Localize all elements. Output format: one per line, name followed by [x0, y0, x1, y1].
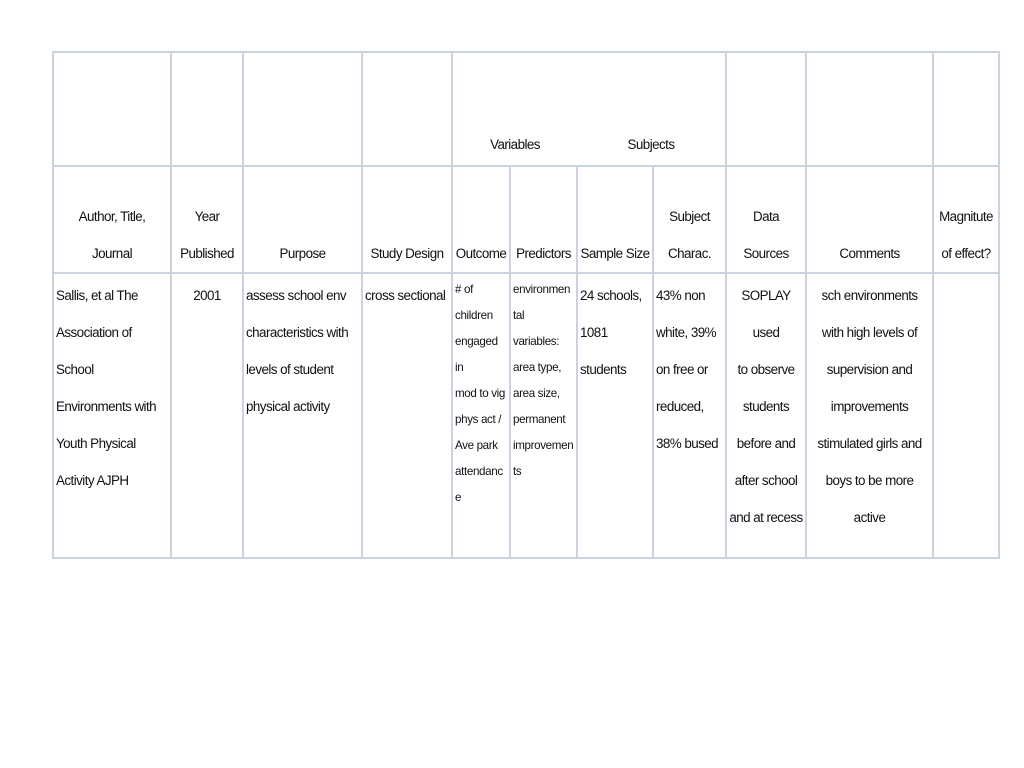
- group-label-subjects: Subjects: [627, 137, 675, 152]
- data-sample: 24 schools, 1081 students: [580, 288, 642, 377]
- data-cell-author[interactable]: [53, 273, 171, 558]
- cell-r1-sources[interactable]: [726, 52, 806, 166]
- data-cell-charac[interactable]: [653, 273, 726, 558]
- data-outcome: # of children engaged in mod to vig phys act / Ave park attendanc e: [455, 283, 505, 504]
- group-header-row: [53, 52, 999, 166]
- column-header-row: [53, 166, 999, 273]
- header-sample: Sample Size: [580, 246, 650, 261]
- data-predictors: environmen tal variables: area type, area size, permanent improvemen ts: [513, 283, 574, 478]
- header-comments: Comments: [839, 246, 900, 261]
- data-charac: 43% non white, 39% on free or reduced, 38% bused: [656, 288, 719, 451]
- header-cell-comments[interactable]: [806, 166, 933, 273]
- data-cell-outcome[interactable]: [452, 273, 510, 558]
- data-year: 2001: [193, 288, 221, 303]
- spreadsheet-sheet: [52, 51, 1000, 559]
- header-purpose: Purpose: [279, 246, 326, 261]
- table-row: [53, 273, 999, 558]
- header-cell-sources[interactable]: [726, 166, 806, 273]
- group-label-variables: Variables: [490, 137, 540, 152]
- header-cell-purpose[interactable]: [243, 166, 362, 273]
- data-purpose: assess school env characteristics with levels of student physical activity: [246, 288, 349, 414]
- header-cell-sample[interactable]: [577, 166, 653, 273]
- header-cell-author[interactable]: [53, 166, 171, 273]
- cell-r1-comments[interactable]: [806, 52, 933, 166]
- cell-r1-purpose[interactable]: [243, 52, 362, 166]
- cell-r1-design[interactable]: [362, 52, 452, 166]
- data-design: cross sectional: [365, 288, 446, 303]
- header-cell-magnitude[interactable]: [933, 166, 999, 273]
- cell-group-variables[interactable]: [452, 52, 577, 166]
- header-magnitude: Magnitute of effect?: [939, 209, 993, 261]
- data-cell-predictors[interactable]: [510, 273, 577, 558]
- data-sources: SOPLAY used to observe students before and after school and at recess: [729, 288, 803, 525]
- header-author: Author, Title, Journal: [78, 209, 146, 261]
- cell-r1-magnitude[interactable]: [933, 52, 999, 166]
- literature-review-table: [52, 51, 1000, 559]
- header-predictors: Predictors: [516, 246, 571, 261]
- header-cell-design[interactable]: [362, 166, 452, 273]
- data-cell-magnitude[interactable]: [933, 273, 999, 558]
- header-design: Study Design: [370, 246, 444, 261]
- data-comments: sch environments with high levels of supervision and improvements stimulated girls and boys to be more active: [817, 288, 922, 525]
- header-sources: Data Sources: [743, 209, 789, 261]
- header-outcome: Outcome: [455, 246, 507, 261]
- header-cell-charac[interactable]: [653, 166, 726, 273]
- header-cell-outcome[interactable]: [452, 166, 510, 273]
- data-cell-year[interactable]: [171, 273, 243, 558]
- header-year: Year Published: [180, 209, 234, 261]
- header-cell-year[interactable]: [171, 166, 243, 273]
- data-cell-sources[interactable]: [726, 273, 806, 558]
- data-cell-sample[interactable]: [577, 273, 653, 558]
- data-cell-comments[interactable]: [806, 273, 933, 558]
- header-cell-predictors[interactable]: [510, 166, 577, 273]
- header-charac: Subject Charac.: [667, 209, 712, 261]
- cell-group-subjects[interactable]: [577, 52, 726, 166]
- cell-r1-year[interactable]: [171, 52, 243, 166]
- data-author: Sallis, et al The Association of School Environments with Youth Physical Activity AJPH: [56, 288, 157, 488]
- data-cell-purpose[interactable]: [243, 273, 362, 558]
- cell-r1-author[interactable]: [53, 52, 171, 166]
- data-cell-design[interactable]: [362, 273, 452, 558]
